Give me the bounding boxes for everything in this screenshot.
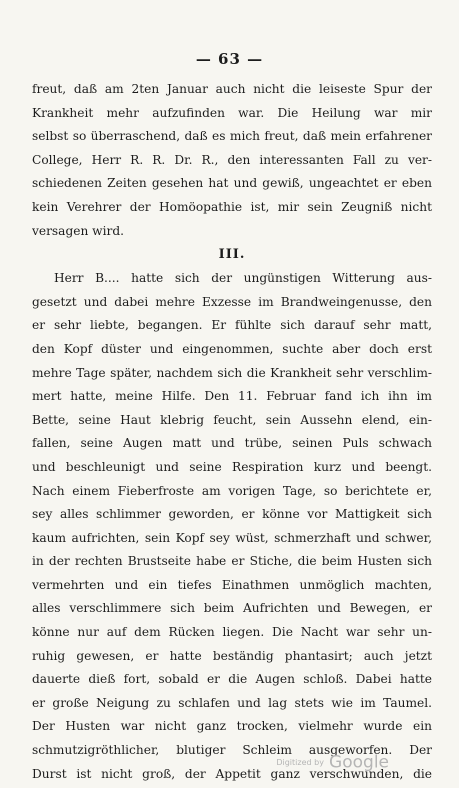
text-line: kein Verehrer der Homöopathie ist, mir sein Zeugniß nicht	[32, 199, 432, 214]
section-heading: III.	[218, 247, 246, 263]
text-line: versagen wird.	[32, 223, 125, 238]
text-line: gesetzt und dabei mehre Exzesse im Brandweingenusse, den	[32, 294, 432, 309]
text-line: mehre Tage später, nachdem sich die Krankheit sehr verschlim-	[32, 365, 432, 380]
google-logo: Google	[329, 752, 389, 773]
text-line: freut, daß am 2ten Januar auch nicht die leiseste Spur der	[32, 82, 432, 96]
digitized-watermark	[276, 752, 389, 773]
text-line: Bette, seine Haut klebrig feucht, sein Aussehn elend, ein-	[32, 412, 432, 427]
text-line: Herr B.... hatte sich der ungünstigen Witterung aus-	[54, 271, 432, 286]
text-line: Durst ist nicht groß, der Appetit ganz verschwunden, die	[32, 766, 432, 781]
text-line: den Kopf düster und eingenommen, suchte aber doch erst	[32, 341, 432, 356]
text-line: alles verschlimmere sich beim Aufrichten und Bewegen, er	[32, 601, 432, 616]
text-line: in der rechten Brustseite habe er Stiche, die beim Husten sich	[32, 554, 432, 569]
text-line: Krankheit mehr aufzufinden war. Die Heilung war mir	[32, 105, 432, 120]
page-body	[32, 78, 432, 786]
paragraph-2	[32, 267, 432, 786]
text-line: könne nur auf dem Rücken liegen. Die Nacht war sehr un-	[32, 625, 432, 640]
text-line: dauerte dieß fort, sobald er die Augen schloß. Dabei hatte	[32, 672, 432, 687]
text-line: vermehrten und ein tiefes Einathmen unmöglich machten,	[32, 577, 432, 592]
text-line: schmutzigröthlicher, blutiger Schleim ausgeworfen. Der	[32, 743, 432, 758]
text-line: er sehr liebte, begangen. Er fühlte sich darauf sehr matt,	[32, 318, 432, 333]
text-line: sey alles schlimmer geworden, er könne vor Mattigkeit sich	[32, 507, 432, 522]
text-line: Nach einem Fieberfroste am vorigen Tage, so berichtete er,	[32, 483, 432, 498]
text-line: selbst so überraschend, daß es mich freut, daß mein erfahrener	[32, 129, 432, 144]
text-line: er große Neigung zu schlafen und lag stets wie im Taumel.	[32, 695, 432, 710]
paragraph-1	[32, 78, 432, 243]
text-line: College, Herr R. R. Dr. R., den interessanten Fall zu ver-	[32, 152, 432, 167]
page-header: — 63 —	[195, 50, 264, 68]
text-line: und beschleunigt und seine Respiration kurz und beengt.	[32, 459, 432, 474]
text-line: Der Husten war nicht ganz trocken, vielmehr wurde ein	[32, 719, 432, 734]
text-line: mert hatte, meine Hilfe. Den 11. Februar fand ich ihn im	[32, 389, 432, 404]
watermark-prefix: Digitized by	[276, 758, 324, 767]
text-line: fallen, seine Augen matt und trübe, seinen Puls schwach	[32, 436, 432, 451]
text-line: ruhig gewesen, er hatte beständig phantasirt; auch jetzt	[32, 648, 432, 663]
text-line: kaum aufrichten, sein Kopf sey wüst, schmerzhaft und schwer,	[32, 530, 432, 545]
text-line: schiedenen Zeiten gesehen hat und gewiß, ungeachtet er eben	[32, 176, 432, 191]
